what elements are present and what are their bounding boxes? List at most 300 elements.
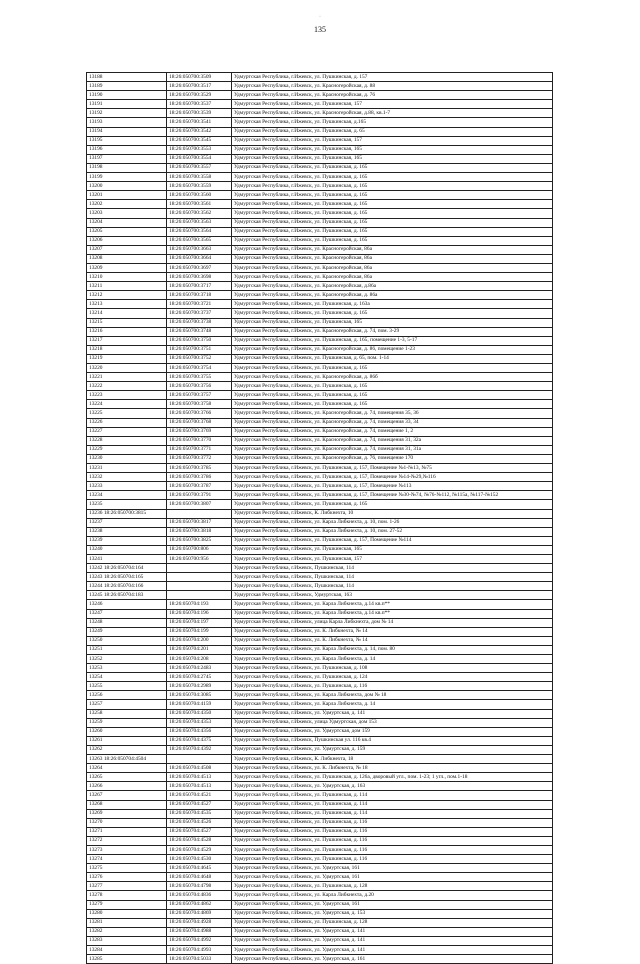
cadastral-number: 18:26:050700:3785 [167, 464, 232, 473]
table-row [87, 673, 553, 682]
cadastral-number [167, 755, 232, 764]
cadastral-number: 18:26:050704:4798 [167, 882, 232, 891]
row-number: 13274 [87, 855, 167, 864]
table-row [87, 627, 553, 636]
address: Удмуртская Республика, г.Ижевск, ул. Пушкинская, д. 128 [232, 918, 553, 927]
address: Удмуртская Республика, г.Ижевск, ул. Красногеройская, д. 76, помещение 170 [232, 454, 553, 463]
table-row [87, 582, 553, 591]
row-number: 13278 [87, 891, 167, 900]
cadastral-number: 18:26:050700:3769 [167, 427, 232, 436]
row-number: 13260 [87, 727, 167, 736]
address: Удмуртская Республика, г.Ижевск, Пушкинская, 114 [232, 564, 553, 573]
row-number: 13190 [87, 91, 167, 100]
row-number: 13246 [87, 600, 167, 609]
table-row [87, 527, 553, 536]
cadastral-number: 18:26:050700:3559 [167, 182, 232, 191]
cadastral-number: 18:26:050700:3509 [167, 73, 232, 82]
address: Удмуртская Республика, г.Ижевск, ул. Карла Либкнехта, д.14 кв.п** [232, 609, 553, 618]
address: Удмуртская Республика, г.Ижевск, ул. Красногеройская, д. 76 [232, 91, 553, 100]
address: Удмуртская Республика, г.Ижевск, ул. Пушкинская, д. 116 [232, 682, 553, 691]
address: Удмуртская Республика, г.Ижевск, ул. Пушкинская, д. 165 [232, 382, 553, 391]
table-row [87, 345, 553, 354]
cadastral-number: 18:26:050704:4836 [167, 891, 232, 900]
address: Удмуртская Республика, г.Ижевск, ул. Красногеройская, д. 74, помещение 1, 2 [232, 427, 553, 436]
table-row [87, 454, 553, 463]
table-row [87, 227, 553, 236]
address: Удмуртская Республика, г.Ижевск, ул. Пушкинская, 165 [232, 545, 553, 554]
address: Удмуртская Республика, г.Ижевск, ул. Пушкинская, 157 [232, 136, 553, 145]
address: Удмуртская Республика, г.Ижевск, ул. Удмуртская, 161 [232, 873, 553, 882]
address: Удмуртская Республика, г.Ижевск, ул. Пушкинская, д. 165 [232, 391, 553, 400]
table-row [87, 391, 553, 400]
table-row [87, 700, 553, 709]
address: Удмуртская Республика, г.Ижевск, ул. Пушкинская, 157 [232, 100, 553, 109]
row-number: 13240 [87, 545, 167, 554]
row-number: 13242 18:26:050704:164 [87, 564, 167, 573]
table-row [87, 718, 553, 727]
row-number: 13202 [87, 200, 167, 209]
table-row [87, 482, 553, 491]
address: Удмуртская Республика, г.Ижевск, ул. Красногеройская, д. 88 [232, 82, 553, 91]
row-number: 13195 [87, 136, 167, 145]
table-row [87, 791, 553, 800]
cadastral-number: 18:26:050700:3554 [167, 154, 232, 163]
row-number: 13210 [87, 273, 167, 282]
row-number: 13189 [87, 82, 167, 91]
address: Удмуртская Республика, г.Ижевск, ул. Пушкинская, д. 114 [232, 791, 553, 800]
cadastral-table [86, 72, 553, 964]
row-number: 13245 18:26:050704:183 [87, 591, 167, 600]
row-number: 13209 [87, 263, 167, 272]
address: Удмуртская Республика, г.Ижевск, ул. Пушкинская, д. 124 [232, 673, 553, 682]
table-row [87, 736, 553, 745]
cadastral-number: 18:26:050700:3757 [167, 391, 232, 400]
row-number: 13201 [87, 191, 167, 200]
row-number: 13250 [87, 636, 167, 645]
cadastral-number: 18:26:050700:3697 [167, 263, 232, 272]
row-number: 13259 [87, 718, 167, 727]
address: Удмуртская Республика, г.Ижевск, ул. Пушкинская, д. 157 [232, 73, 553, 82]
cadastral-number: 18:26:050704:199 [167, 627, 232, 636]
table-row [87, 182, 553, 191]
table-row [87, 836, 553, 845]
row-number: 13267 [87, 791, 167, 800]
address: Удмуртская Республика, г.Ижевск, ул. Пушкинская, д. 165 [232, 173, 553, 182]
address: Удмуртская Республика, г.Ижевск, ул. Пушкинская, д. 165 [232, 209, 553, 218]
address: Удмуртская Республика, г.Ижевск, ул. Красногеройская, д. 74, помещения 31, 32а [232, 436, 553, 445]
address: Удмуртская Республика, г.Ижевск, ул. Пушкинская, д. 165 [232, 218, 553, 227]
cadastral-number: 18:26:050700:3786 [167, 473, 232, 482]
table-row [87, 764, 553, 773]
cadastral-number: 18:26:050704:4159 [167, 700, 232, 709]
table-row [87, 927, 553, 936]
address: Удмуртская Республика, г.Ижевск, ул. К. Либкнехта, № 14 [232, 627, 553, 636]
row-number: 13243 18:26:050704:165 [87, 573, 167, 582]
address: Удмуртская Республика, г.Ижевск, ул. Пушкинская, д. 165 [232, 182, 553, 191]
cadastral-number: 18:26:050700:3561 [167, 200, 232, 209]
cadastral-number: 18:26:050704:4862 [167, 900, 232, 909]
cadastral-number: 18:26:050700:956 [167, 554, 232, 563]
row-number: 13279 [87, 900, 167, 909]
address: Удмуртская Республика, г.Ижевск, ул. Пушкинская, д. 114 [232, 800, 553, 809]
address: Удмуртская Республика, г.Ижевск, ул. Пушкинская, д. 116 [232, 827, 553, 836]
cadastral-number: 18:26:050704:4928 [167, 918, 232, 927]
address: Удмуртская Республика, г.Ижевск, ул. Удмуртская, д. 141 [232, 927, 553, 936]
row-number: 13196 [87, 145, 167, 154]
cadastral-number: 18:26:050700:3787 [167, 482, 232, 491]
address: Удмуртская Республика, г.Ижевск, ул. Пушкинская, д. 157, Помещение №1-№13, №75 [232, 464, 553, 473]
address: Удмуртская Республика, г.Ижевск, ул. Удмуртская, дом 159 [232, 727, 553, 736]
row-number: 13261 [87, 736, 167, 745]
table-row [87, 382, 553, 391]
row-number: 13192 [87, 109, 167, 118]
cadastral-number: 18:26:050700:3807 [167, 500, 232, 509]
row-number: 13272 [87, 836, 167, 845]
row-number: 13280 [87, 909, 167, 918]
row-number: 13254 [87, 673, 167, 682]
table-row [87, 773, 553, 782]
cadastral-number: 18:26:050700:3752 [167, 354, 232, 363]
table-row [87, 855, 553, 864]
row-number: 13226 [87, 418, 167, 427]
address: Удмуртская Республика, г.Ижевск, ул. Красногеройская, д. 86б [232, 373, 553, 382]
table-row [87, 409, 553, 418]
cadastral-number: 18:26:050704:4993 [167, 946, 232, 955]
cadastral-number: 18:26:050700:3818 [167, 527, 232, 536]
address: Удмуртская Республика, г.Ижевск, ул. Пушкинская, д. 165 [232, 364, 553, 373]
cadastral-number: 18:26:050704:4529 [167, 845, 232, 854]
row-number: 13193 [87, 118, 167, 127]
table-row [87, 882, 553, 891]
row-number: 13248 [87, 618, 167, 627]
table-row [87, 327, 553, 336]
address: Удмуртская Республика, г.Ижевск, ул. Удмуртская, д. 163 [232, 782, 553, 791]
address: Удмуртская Республика, г.Ижевск, ул. Карла Либкнехта, дом № 18 [232, 691, 553, 700]
row-number: 13256 [87, 691, 167, 700]
row-number: 13238 [87, 527, 167, 536]
address: Удмуртская Республика, г.Ижевск, ул. Красногеройская, д. 74, помещения 31, 31а [232, 445, 553, 454]
address: Удмуртская Республика, г.Ижевск, ул. Пушкинская, д. 165 [232, 309, 553, 318]
address: Удмуртская Республика, г.Ижевск, ул. Пушкинская, д. 165 [232, 400, 553, 409]
row-number: 13222 [87, 382, 167, 391]
address: Удмуртская Республика, г.Ижевск, ул. К. Либкнехта, № 14 [232, 636, 553, 645]
cadastral-number: 18:26:050704:4530 [167, 855, 232, 864]
table-row [87, 600, 553, 609]
address: Удмуртская Республика, г.Ижевск, ул. К. Либкнехта, № 18 [232, 764, 553, 773]
address: Удмуртская Республика, г.Ижевск, ул. Пушкинская, д. 108 [232, 664, 553, 673]
table-row [87, 845, 553, 854]
cadastral-number: 18:26:050700:3529 [167, 91, 232, 100]
cadastral-number: 18:26:050704:197 [167, 618, 232, 627]
cadastral-number: 18:26:050700:3748 [167, 327, 232, 336]
address: Удмуртская Республика, г.Ижевск, К. Либкнехта, 18 [232, 755, 553, 764]
row-number: 13200 [87, 182, 167, 191]
cadastral-number [167, 582, 232, 591]
address: Удмуртская Республика, г.Ижевск, ул. Пушкинская, д. 116 [232, 836, 553, 845]
table-row [87, 891, 553, 900]
cadastral-number: 18:26:050704:4513 [167, 782, 232, 791]
row-number: 13252 [87, 655, 167, 664]
table-row [87, 263, 553, 272]
cadastral-number: 18:26:050700:3718 [167, 291, 232, 300]
table-row [87, 200, 553, 209]
row-number: 13266 [87, 782, 167, 791]
address: Удмуртская Республика, г.Ижевск, ул. Красногеройская, 86а [232, 254, 553, 263]
address: Удмуртская Республика, г.Ижевск, ул. Пушкинская, 165 [232, 318, 553, 327]
table-row [87, 427, 553, 436]
address: Удмуртская Республика, г.Ижевск, ул. Красногеройская, д. 86а [232, 291, 553, 300]
cadastral-number: 18:26:050700:3564 [167, 227, 232, 236]
cadastral-number: 18:26:050704:201 [167, 645, 232, 654]
table-row [87, 364, 553, 373]
address: Удмуртская Республика, г.Ижевск, Пушкинская ул. 116 кв.4 [232, 736, 553, 745]
row-number: 13207 [87, 245, 167, 254]
table-row [87, 609, 553, 618]
row-number: 13281 [87, 918, 167, 927]
table-row [87, 127, 553, 136]
row-number: 13247 [87, 609, 167, 618]
row-number: 13211 [87, 282, 167, 291]
row-number: 13227 [87, 427, 167, 436]
table-row [87, 173, 553, 182]
row-number: 13214 [87, 309, 167, 318]
table-row [87, 464, 553, 473]
row-number: 13208 [87, 254, 167, 263]
table-row [87, 191, 553, 200]
cadastral-number: 18:26:050700:3771 [167, 445, 232, 454]
cadastral-number: 18:26:050700:3770 [167, 436, 232, 445]
table-row [87, 154, 553, 163]
cadastral-number [167, 564, 232, 573]
row-number: 13264 [87, 764, 167, 773]
cadastral-number: 18:26:050704:4992 [167, 936, 232, 945]
row-number: 13230 [87, 454, 167, 463]
table-row [87, 282, 553, 291]
address: Удмуртская Республика, г.Ижевск, ул. Пушкинская, д. 65, пом. 1-14 [232, 354, 553, 363]
address: Удмуртская Республика, г.Ижевск, ул. Пушкинская, д. 65 [232, 127, 553, 136]
cadastral-number: 18:26:050704:2989 [167, 682, 232, 691]
table-row [87, 864, 553, 873]
row-number: 13232 [87, 473, 167, 482]
cadastral-number: 18:26:050704:200 [167, 636, 232, 645]
cadastral-number: 18:26:050700:3663 [167, 245, 232, 254]
row-number: 13251 [87, 645, 167, 654]
row-number: 13197 [87, 154, 167, 163]
cadastral-number: 18:26:050704:5033 [167, 955, 232, 964]
table-row [87, 818, 553, 827]
row-number: 13271 [87, 827, 167, 836]
row-number: 13204 [87, 218, 167, 227]
row-number: 13273 [87, 845, 167, 854]
address: Удмуртская Республика, г.Ижевск, ул. Красногеройская, 86а [232, 263, 553, 272]
cadastral-number: 18:26:050704:4988 [167, 927, 232, 936]
cadastral-number: 18:26:050700:3698 [167, 273, 232, 282]
address: Удмуртская Республика, г.Ижевск, ул. Красногеройская, д. 74, помещения 35, 36 [232, 409, 553, 418]
row-number: 13268 [87, 800, 167, 809]
address: Удмуртская Республика, г.Ижевск, ул. Карла Либкнехта, д. 10, пом. 27-52 [232, 527, 553, 536]
table-row [87, 336, 553, 345]
address: Удмуртская Республика, г.Ижевск, Пушкинская, 114 [232, 582, 553, 591]
address: Удмуртская Республика, г.Ижевск, ул. Удмуртская, д. 141 [232, 709, 553, 718]
cadastral-number: 18:26:050700:3754 [167, 364, 232, 373]
row-number: 13284 [87, 946, 167, 955]
cadastral-number: 18:26:050700:3751 [167, 345, 232, 354]
table-row [87, 918, 553, 927]
table-row [87, 727, 553, 736]
row-number: 13228 [87, 436, 167, 445]
cadastral-number: 18:26:050700:3565 [167, 236, 232, 245]
row-number: 13194 [87, 127, 167, 136]
row-number: 13255 [87, 682, 167, 691]
address: Удмуртская Республика, г.Ижевск, ул. Удмуртская, 161 [232, 864, 553, 873]
address: Удмуртская Республика, г.Ижевск, ул. Пушкинская, д. 165 [232, 227, 553, 236]
cadastral-number: 18:26:050704:4521 [167, 791, 232, 800]
row-number: 13220 [87, 364, 167, 373]
address: Удмуртская Республика, г.Ижевск, Пушкинская, 114 [232, 573, 553, 582]
cadastral-number: 18:26:050700:3750 [167, 336, 232, 345]
table-row [87, 518, 553, 527]
cadastral-number: 18:26:050704:208 [167, 655, 232, 664]
table-row [87, 91, 553, 100]
table-row [87, 755, 553, 764]
address: Удмуртская Республика, г.Ижевск, ул. Карла Либкнехта, д. 10, пом. 1-26 [232, 518, 553, 527]
table-row [87, 254, 553, 263]
address: Удмуртская Республика, г.Ижевск, ул. Карла Либкнехта, д. 14, пом. 80 [232, 645, 553, 654]
cadastral-number: 18:26:050704:4356 [167, 727, 232, 736]
table-row [87, 946, 553, 955]
cadastral-number: 18:26:050704:4645 [167, 864, 232, 873]
cadastral-number: 18:26:050700:3817 [167, 518, 232, 527]
table-row [87, 800, 553, 809]
address: Удмуртская Республика, г.Ижевск, ул. Пушкинская, д. 157, Помещение №114 [232, 536, 553, 545]
address: Удмуртская Республика, г.Ижевск, ул. Пушкинская, д. 128 [232, 882, 553, 891]
cadastral-number: 18:26:050704:3085 [167, 691, 232, 700]
table-row [87, 136, 553, 145]
cadastral-number: 18:26:050704:4527 [167, 800, 232, 809]
cadastral-number: 18:26:050704:4392 [167, 745, 232, 754]
row-number: 13191 [87, 100, 167, 109]
table-row [87, 709, 553, 718]
address: Удмуртская Республика, г.Ижевск, ул. Красногеройская, д.88, кв.1-7 [232, 109, 553, 118]
address: Удмуртская Республика, г.Ижевск, ул. Красногеройская, 86а [232, 245, 553, 254]
table-row [87, 118, 553, 127]
table-row [87, 682, 553, 691]
row-number: 13221 [87, 373, 167, 382]
cadastral-number: 18:26:050700:3557 [167, 163, 232, 172]
row-number: 13277 [87, 882, 167, 891]
table-row [87, 873, 553, 882]
address: Удмуртская Республика, г.Ижевск, ул. Пушкинская, 157 [232, 554, 553, 563]
table-row [87, 473, 553, 482]
row-number: 13244 18:26:050704:166 [87, 582, 167, 591]
address: Удмуртская Республика, г.Ижевск, К. Либкнехта, 10 [232, 509, 553, 518]
row-number: 13270 [87, 818, 167, 827]
scan-mark: · [319, 14, 321, 20]
address: Удмуртская Республика, г.Ижевск, ул. Удмуртская, д. 141 [232, 936, 553, 945]
address: Удмуртская Республика, г.Ижевск, ул. Красногеройская, д. 74, пом. 3-29 [232, 327, 553, 336]
cadastral-number: 18:26:050700:3755 [167, 373, 232, 382]
address: Удмуртская Республика, г.Ижевск, ул. Пушкинская, д. 157, Помещение №30-№74, №76-№112, №115а, №117-№152 [232, 491, 553, 500]
address: Удмуртская Республика, г.Ижевск, ул. Пушкинская, д. 165 [232, 236, 553, 245]
row-number: 13265 [87, 773, 167, 782]
table-row [87, 955, 553, 964]
cadastral-number: 18:26:050700:3758 [167, 400, 232, 409]
address: Удмуртская Республика, г.Ижевск, ул. Пушкинская, 165 [232, 145, 553, 154]
table-row [87, 300, 553, 309]
row-number: 13258 [87, 709, 167, 718]
address: Удмуртская Республика, г.Ижевск, ул. Удмуртская, д. 159 [232, 745, 553, 754]
row-number: 13285 [87, 955, 167, 964]
row-number: 13215 [87, 318, 167, 327]
cadastral-number: 18:26:050700:3560 [167, 191, 232, 200]
address: Удмуртская Республика, г.Ижевск, ул. Пушкинская, 165 [232, 154, 553, 163]
row-number: 13212 [87, 291, 167, 300]
address: Удмуртская Республика, г.Ижевск, ул. Пушкинская, д. 126а, дворовый угл., пом. 1-23; 1 угл., пом.1-18 [232, 773, 553, 782]
cadastral-number: 18:26:050700:3737 [167, 309, 232, 318]
cadastral-number: 18:26:050704:4375 [167, 736, 232, 745]
address: Удмуртская Республика, г.Ижевск, ул. Карла Либкнехта, д.14 кв.п** [232, 600, 553, 609]
address: Удмуртская Республика, г.Ижевск, ул. Карла Либкнехта, д.20 [232, 891, 553, 900]
row-number: 13276 [87, 873, 167, 882]
cadastral-number: 18:26:050700:3545 [167, 136, 232, 145]
address: Удмуртская Республика, г.Ижевск, ул. Пушкинская, д. 116 [232, 855, 553, 864]
cadastral-number: 18:26:050704:2745 [167, 673, 232, 682]
table-row [87, 664, 553, 673]
table-row [87, 536, 553, 545]
row-number: 13198 [87, 163, 167, 172]
row-number: 13234 [87, 491, 167, 500]
table-row [87, 936, 553, 945]
address: Удмуртская Республика, г.Ижевск, ул. Красногеройская, д. 74, помещения 33, 34 [232, 418, 553, 427]
cadastral-number: 18:26:050700:3539 [167, 109, 232, 118]
table-row [87, 73, 553, 82]
row-number: 13213 [87, 300, 167, 309]
row-number: 13216 [87, 327, 167, 336]
page-number: 135 [314, 25, 326, 34]
table-row [87, 273, 553, 282]
cadastral-number: 18:26:050700:3791 [167, 491, 232, 500]
cadastral-number: 18:26:050704:4526 [167, 818, 232, 827]
address: Удмуртская Республика, г.Ижевск, ул. Пушкинская, д.165 [232, 118, 553, 127]
cadastral-number [167, 509, 232, 518]
table-row [87, 573, 553, 582]
cadastral-number: 18:26:050704:4535 [167, 809, 232, 818]
table-row [87, 82, 553, 91]
row-number: 13236 18:26:050700:3815 [87, 509, 167, 518]
row-number: 13231 [87, 464, 167, 473]
table-row [87, 636, 553, 645]
address: Удмуртская Республика, г.Ижевск, улица Карла Либкнехта, дом № 14 [232, 618, 553, 627]
cadastral-number: 18:26:050700:3721 [167, 300, 232, 309]
table-row [87, 554, 553, 563]
address: Удмуртская Республика, г.Ижевск, ул. Пушкинская, д. 165, помещение 1-3, 5-17 [232, 336, 553, 345]
address: Удмуртская Республика, г.Ижевск, ул. Удмуртская, д. 161 [232, 955, 553, 964]
table-row [87, 209, 553, 218]
row-number: 13282 [87, 927, 167, 936]
row-number: 13219 [87, 354, 167, 363]
row-number: 13235 [87, 500, 167, 509]
cadastral-number [167, 573, 232, 582]
cadastral-number: 18:26:050704:4528 [167, 836, 232, 845]
cadastral-number: 18:26:050704:4648 [167, 873, 232, 882]
cadastral-number: 18:26:050700:3562 [167, 209, 232, 218]
address: Удмуртская Республика, г.Ижевск, ул. Красногеройская, д.86а [232, 282, 553, 291]
row-number: 13229 [87, 445, 167, 454]
address: Удмуртская Республика, г.Ижевск, ул. Красногеройская, 86а [232, 273, 553, 282]
address: Удмуртская Республика, г.Ижевск, ул. Пушкинская, д. 116 [232, 845, 553, 854]
table-row [87, 809, 553, 818]
address: Удмуртская Республика, г.Ижевск, ул. Пушкинская, д. 116 [232, 818, 553, 827]
